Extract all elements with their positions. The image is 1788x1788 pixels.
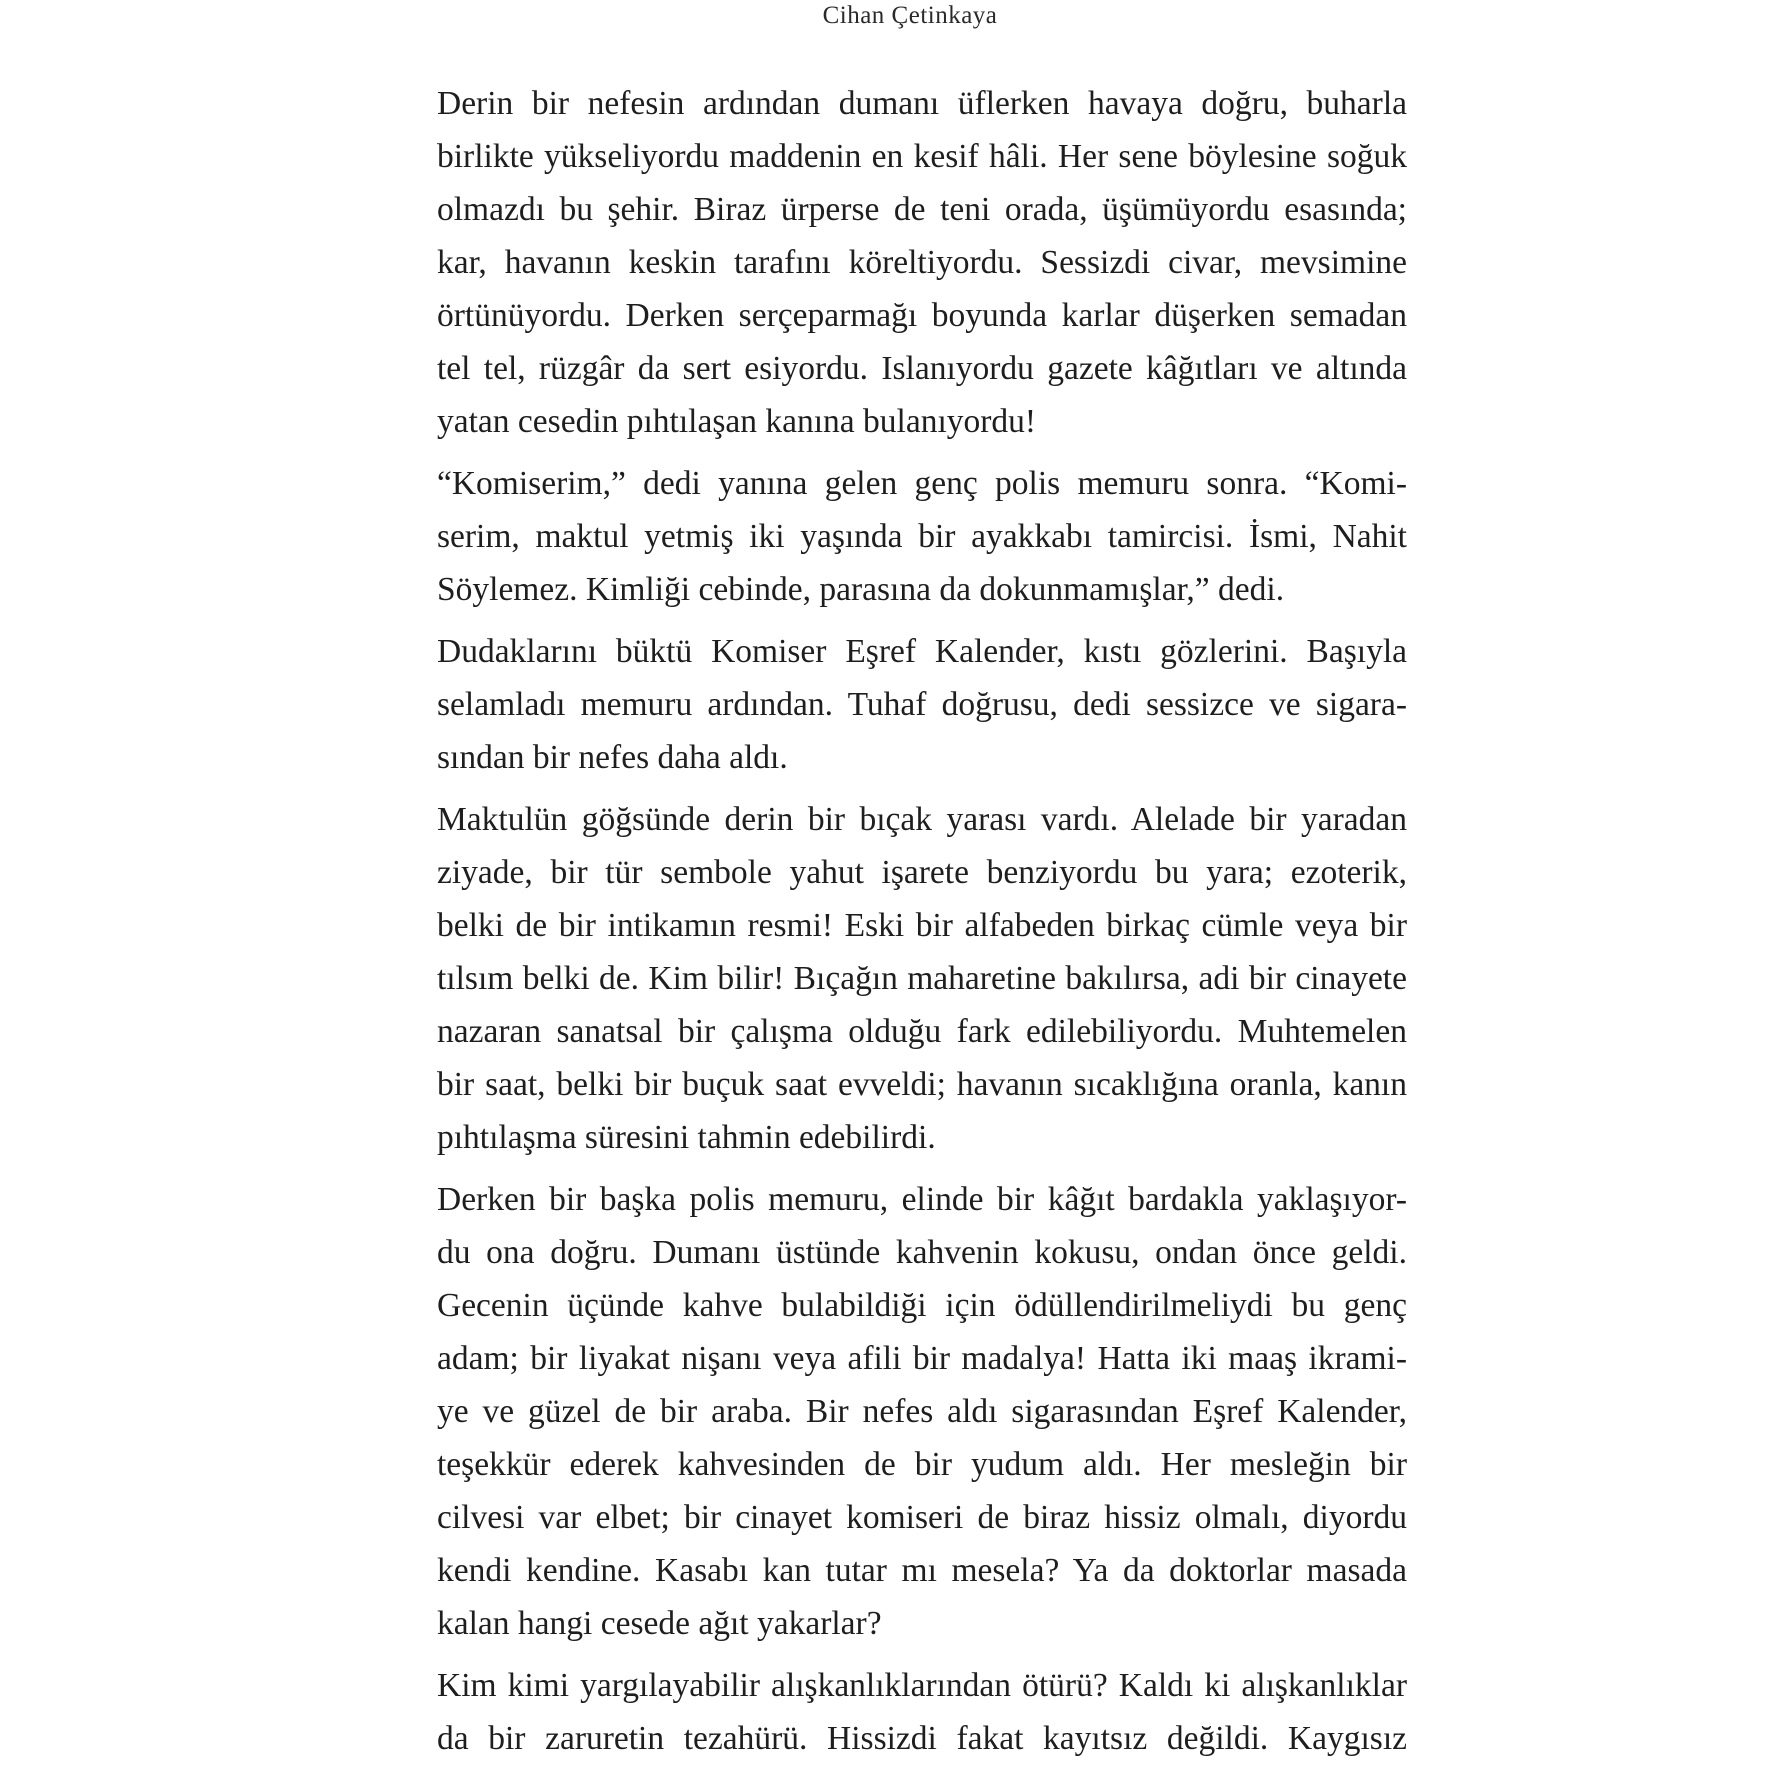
text-line: yatan cesedin pıhtılaşan kanına bulanıyordu! [437, 403, 1037, 440]
running-head-author: Cihan Çetinkaya [822, 2, 998, 29]
text-line: nazaran sanatsal bir çalışma olduğu fark edilebiliyordu. Muhtemelen [437, 1013, 1407, 1050]
text-line: ziyade, bir tür sembole yahut işarete benziyordu bu yara; ezoterik, [437, 854, 1407, 891]
text-line: Derken bir başka polis memuru, elinde bir kâğıt bardakla yaklaşıyor- [437, 1181, 1407, 1218]
book-page-body [437, 77, 1407, 1774]
text-line: “Komiserim,” dedi yanına gelen genç polis memuru sonra. “Komi- [437, 465, 1407, 502]
text-line: Kim kimi yargılayabilir alışkanlıklarından ötürü? Kaldı ki alışkanlıklar [437, 1667, 1407, 1704]
text-line: bir saat, belki bir buçuk saat evveldi; havanın sıcaklığına oranla, kanın [437, 1066, 1407, 1103]
text-line: kendi kendine. Kasabı kan tutar mı mesela? Ya da doktorlar masada [437, 1552, 1407, 1589]
text-line: serim, maktul yetmiş iki yaşında bir ayakkabı tamircisi. İsmi, Nahit [437, 518, 1407, 555]
text-line: sından bir nefes daha aldı. [437, 739, 788, 776]
text-line: du ona doğru. Dumanı üstünde kahvenin kokusu, ondan önce geldi. [437, 1234, 1407, 1271]
paragraph-4 [437, 793, 1407, 1164]
text-line: Söylemez. Kimliği cebinde, parasına da dokunmamışlar,” dedi. [437, 571, 1285, 608]
text-line: Dudaklarını büktü Komiser Eşref Kalender, kıstı gözlerini. Başıyla [437, 633, 1407, 670]
paragraph-5 [437, 1173, 1407, 1650]
paragraph-1 [437, 77, 1407, 448]
paragraph-2 [437, 457, 1407, 616]
text-line: olmazdı bu şehir. Biraz ürperse de teni orada, üşümüyordu esasında; [437, 191, 1407, 228]
text-line: birlikte yükseliyordu maddenin en kesif hâli. Her sene böylesine soğuk [437, 138, 1407, 175]
text-line: örtünüyordu. Derken serçeparmağı boyunda karlar düşerken semadan [437, 297, 1407, 334]
text-line: Derin bir nefesin ardından dumanı üflerken havaya doğru, buharla [437, 85, 1407, 122]
text-line: Gecenin üçünde kahve bulabildiği için ödüllendirilmeliydi bu genç [437, 1287, 1407, 1324]
text-line: tel tel, rüzgâr da sert esiyordu. Islanıyordu gazete kâğıtları ve altında [437, 350, 1407, 387]
text-line: ye ve güzel de bir araba. Bir nefes aldı sigarasından Eşref Kalender, [437, 1393, 1407, 1430]
text-line: kalan hangi cesede ağıt yakarlar? [437, 1605, 882, 1642]
text-line: belki de bir intikamın resmi! Eski bir alfabeden birkaç cümle veya bir [437, 907, 1407, 944]
text-line: Maktulün göğsünde derin bir bıçak yarası vardı. Alelade bir yaradan [437, 801, 1407, 838]
text-line: cilvesi var elbet; bir cinayet komiseri de biraz hissiz olmalı, diyordu [437, 1499, 1407, 1536]
text-line: kar, havanın keskin tarafını köreltiyordu. Sessizdi civar, mevsimine [437, 244, 1407, 281]
text-line: pıhtılaşma süresini tahmin edebilirdi. [437, 1119, 936, 1156]
text-line: adam; bir liyakat nişanı veya afili bir madalya! Hatta iki maaş ikrami- [437, 1340, 1407, 1377]
paragraph-3 [437, 625, 1407, 784]
text-line: da bir zaruretin tezahürü. Hissizdi fakat kayıtsız değildi. Kaygısız [437, 1720, 1407, 1757]
text-line: teşekkür ederek kahvesinden de bir yudum aldı. Her mesleğin bir [437, 1446, 1407, 1483]
text-line: tılsım belki de. Kim bilir! Bıçağın maharetine bakılırsa, adi bir cinayete [437, 960, 1407, 997]
text-line: selamladı memuru ardından. Tuhaf doğrusu, dedi sessizce ve sigara- [437, 686, 1407, 723]
paragraph-6 [437, 1659, 1407, 1765]
